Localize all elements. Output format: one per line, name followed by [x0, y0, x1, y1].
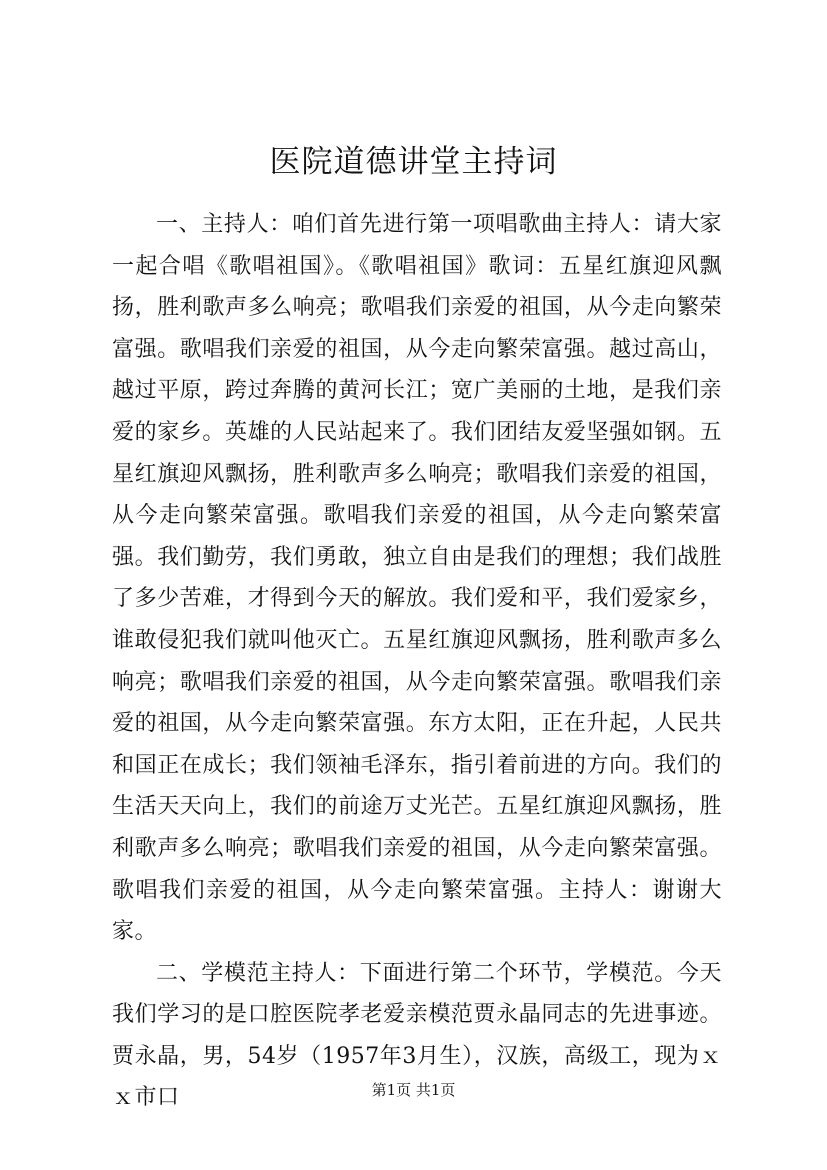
- document-title: 医院道德讲堂主持词: [269, 144, 558, 180]
- page-footer: 第1页 共1页: [371, 1081, 456, 1099]
- paragraph-song: 一、主持人：咱们首先进行第一项唱歌曲主持人：请大家一起合唱《歌唱祖国》。《歌唱祖国》歌词：五星红旗迎风飘扬，胜利歌声多么响亮；歌唱我们亲爱的祖国，从今走向繁荣富强。歌唱我们亲爱的祖国，从今走向繁荣富强。越过高山，越过平原，跨过奔腾的黄河长江；宽广美丽的土地，是我们亲爱的家乡。英雄的人民站起来了。我们团结友爱坚强如钢。五星红旗迎风飘扬，胜利歌声多么响亮；歌唱我们亲爱的祖国，从今走向繁荣富强。歌唱我们亲爱的祖国，从今走向繁荣富强。我们勤劳，我们勇敢，独立自由是我们的理想；我们战胜了多少苦难，才得到今天的解放。我们爱和平，我们爱家乡，谁敢侵犯我们就叫他灭亡。五星红旗迎风飘扬，胜利歌声多么响亮；歌唱我们亲爱的祖国，从今走向繁荣富强。歌唱我们亲爱的祖国，从今走向繁荣富强。东方太阳，正在升起，人民共和国正在成长；我们领袖毛泽东，指引着前进的方向。我们的生活天天向上，我们的前途万丈光芒。五星红旗迎风飘扬，胜利歌声多么响亮；歌唱我们亲爱的祖国，从今走向繁荣富强。歌唱我们亲爱的祖国，从今走向繁荣富强。主持人：谢谢大家。: [112, 212, 722, 945]
- paragraph-model: 二、学模范主持人：下面进行第二个环节，学模范。今天我们学习的是口腔医院孝老爱亲模范贾永晶同志的先进事迹。贾永晶，男，54岁（1957年3月生），汉族，高级工，现为ｘｘ市口: [112, 960, 722, 1111]
- document-body: [112, 204, 722, 1119]
